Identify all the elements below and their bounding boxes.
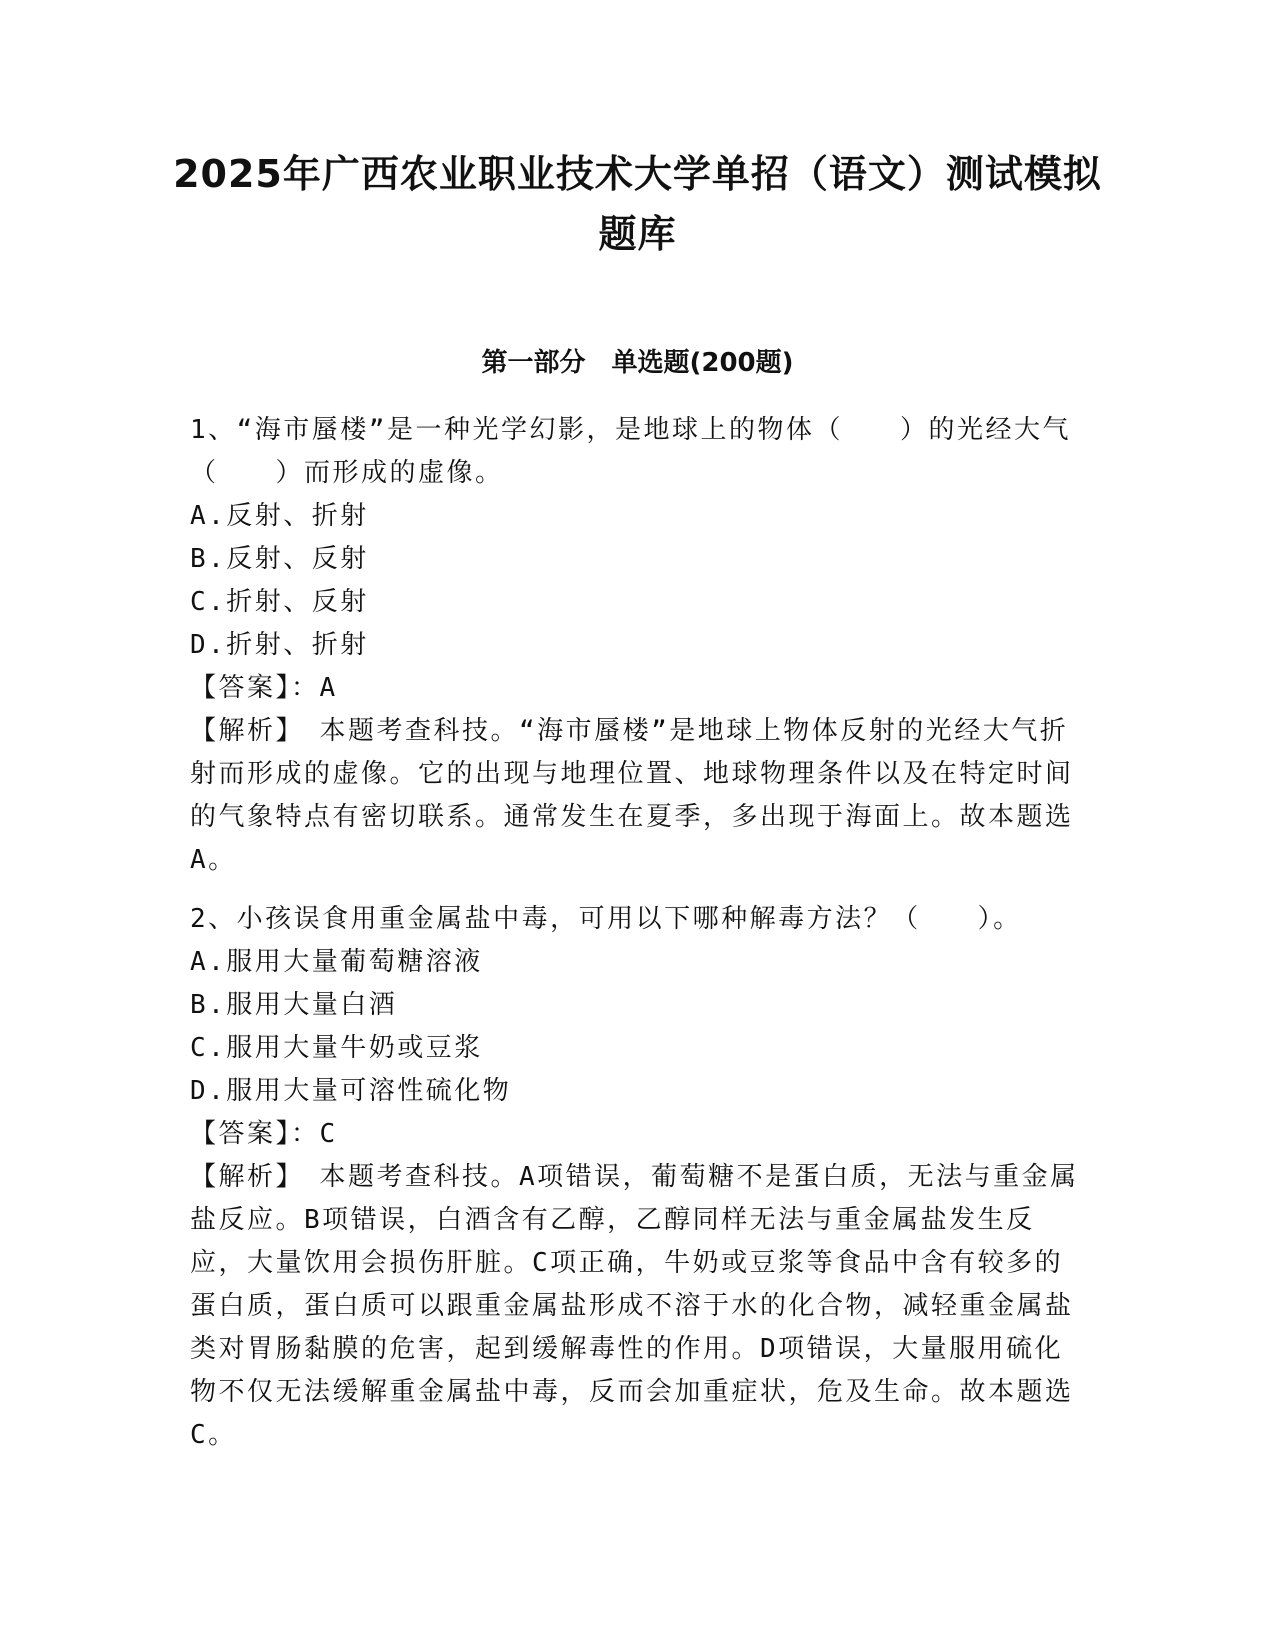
question-gap xyxy=(190,882,1090,898)
question-1 xyxy=(190,409,1090,882)
analysis-text: 【解析】 本题考查科技。A项错误，葡萄糖不是蛋白质，无法与重金属盐反应。B项错误，白酒含有乙醇，乙醇同样无法与重金属盐发生反应，大量饮用会损伤肝脏。C项正确，牛奶或豆浆等食品中含有较多的蛋白质，蛋白质可以跟重金属盐形成不溶于水的化合物，减轻重金属盐类对胃肠黏膜的危害，起到缓解毒性的作用。D项错误，大量服用硫化物不仅无法缓解重金属盐中毒，反而会加重症状，危及生命。故本题选C。 xyxy=(190,1162,1079,1450)
answer-line: 【答案】：A xyxy=(190,673,338,703)
title-line-2: 题库 xyxy=(598,212,677,256)
question-list xyxy=(190,409,1090,1457)
question-stem: 1、“海市蜃楼”是一种光学幻影，是地球上的物体（ ）的光经大气（ ）而形成的虚像。 xyxy=(190,415,1071,488)
answer-line: 【答案】：C xyxy=(190,1119,338,1149)
analysis-text: 【解析】 本题考查科技。“海市蜃楼”是地球上物体反射的光经大气折射而形成的虚像。它的出现与地理位置、地球物理条件以及在特定时间的气象特点有密切联系。通常发生在夏季，多出现于海面上。故本题选A。 xyxy=(190,716,1074,875)
question-stem: 2、小孩误食用重金属盐中毒，可用以下哪种解毒方法？（ ）。 xyxy=(190,904,1022,934)
section-title: 第一部分 单选题(200题) xyxy=(481,348,794,378)
option-c: C.服用大量牛奶或豆浆 xyxy=(190,1033,483,1063)
option-d: D.折射、折射 xyxy=(190,630,369,660)
document-title xyxy=(150,144,1125,264)
option-c: C.折射、反射 xyxy=(190,587,369,617)
option-a: A.反射、折射 xyxy=(190,501,369,531)
option-b: B.反射、反射 xyxy=(190,544,369,574)
title-line-1: 2025年广西农业职业技术大学单招（语文）测试模拟 xyxy=(173,152,1102,196)
option-b: B.服用大量白酒 xyxy=(190,990,398,1020)
option-a: A.服用大量葡萄糖溶液 xyxy=(190,947,483,977)
option-d: D.服用大量可溶性硫化物 xyxy=(190,1076,512,1106)
question-2 xyxy=(190,898,1090,1457)
